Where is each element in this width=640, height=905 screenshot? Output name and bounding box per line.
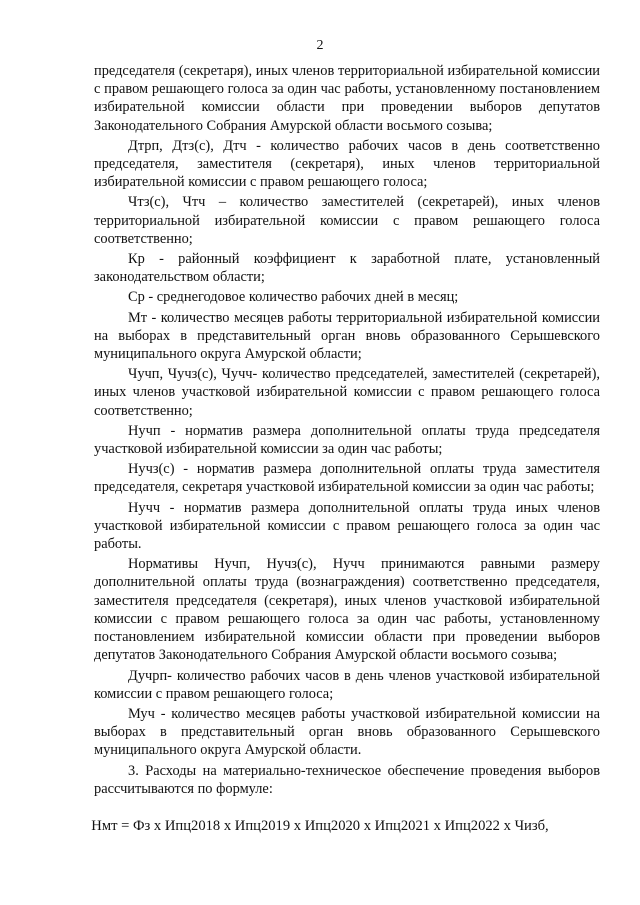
page-number: 2 <box>316 38 324 53</box>
paragraph: Чтз(с), Чтч – количество заместителей (секретарей), иных членов территориальной избирательной комиссии с правом решающего голоса соответственно; <box>94 194 600 247</box>
paragraph: Муч - количество месяцев работы участковой избирательной комиссии на выборах в представительный орган вновь образованного Серышевского муниципального округа Амурской области. <box>94 705 600 759</box>
paragraph: Нучч - норматив размера дополнительной оплаты труда иных членов участковой избирательной комиссии с правом решающего голоса за один час работы. <box>94 499 600 553</box>
document-body <box>94 62 600 800</box>
paragraph: Дучрп- количество рабочих часов в день членов участковой избирательной комиссии с правом решающего голоса; <box>94 667 600 702</box>
paragraph: Дтрп, Дтз(с), Дтч - количество рабочих часов в день соответственно председателя, заместителя (секретаря), иных членов территориальной избирательной комиссии с правом решающего голоса; <box>94 137 600 191</box>
paragraph: Ср - среднегодовое количество рабочих дней в месяц; <box>128 289 459 306</box>
paragraph: 3. Расходы на материально-техническое обеспечение проведения выборов рассчитываются по формуле: <box>94 762 600 797</box>
paragraph: председателя (секретаря), иных членов территориальной избирательной комиссии с правом решающего голоса за один час работы, установленному постановлением избирательной комиссии области при проведении выборов депутатов Законодательного Собрания Амурской области восьмого созыва; <box>94 63 600 134</box>
paragraph: Кр - районный коэффициент к заработной плате, установленный законодательством области; <box>94 251 600 286</box>
paragraph: Нучз(с) - норматив размера дополнительной оплаты труда заместителя председателя, секретаря участковой избирательной комиссии за один час работы; <box>94 461 600 496</box>
paragraph: Нормативы Нучп, Нучз(с), Нучч принимаются равными размеру дополнительной оплаты труда (вознаграждения) соответственно председателя, заместителя председателя (секретаря), иных членов участковой избирательной комиссии с правом решающего голоса за один час работы, установленному постановлением избирательной комиссии области при проведении выборов депутатов Законодательного Собрания Амурской области восьмого созыва; <box>94 556 600 664</box>
paragraph: Мт - количество месяцев работы территориальной избирательной комиссии на выборах в представительный орган вновь образованного Серышевского муниципального округа Амурской области; <box>94 309 600 363</box>
paragraph: Чучп, Чучз(с), Чучч- количество председателей, заместителей (секретарей), иных членов участковой избирательной комиссии с правом решающего голоса соответственно; <box>94 366 600 419</box>
paragraph: Нучп - норматив размера дополнительной оплаты труда председателя участковой избирательной комиссии за один час работы; <box>94 422 600 458</box>
formula: Нмт = Фз х Ипц2018 х Ипц2019 х Ипц2020 х Ипц2021 х Ипц2022 х Чизб, <box>91 818 549 834</box>
